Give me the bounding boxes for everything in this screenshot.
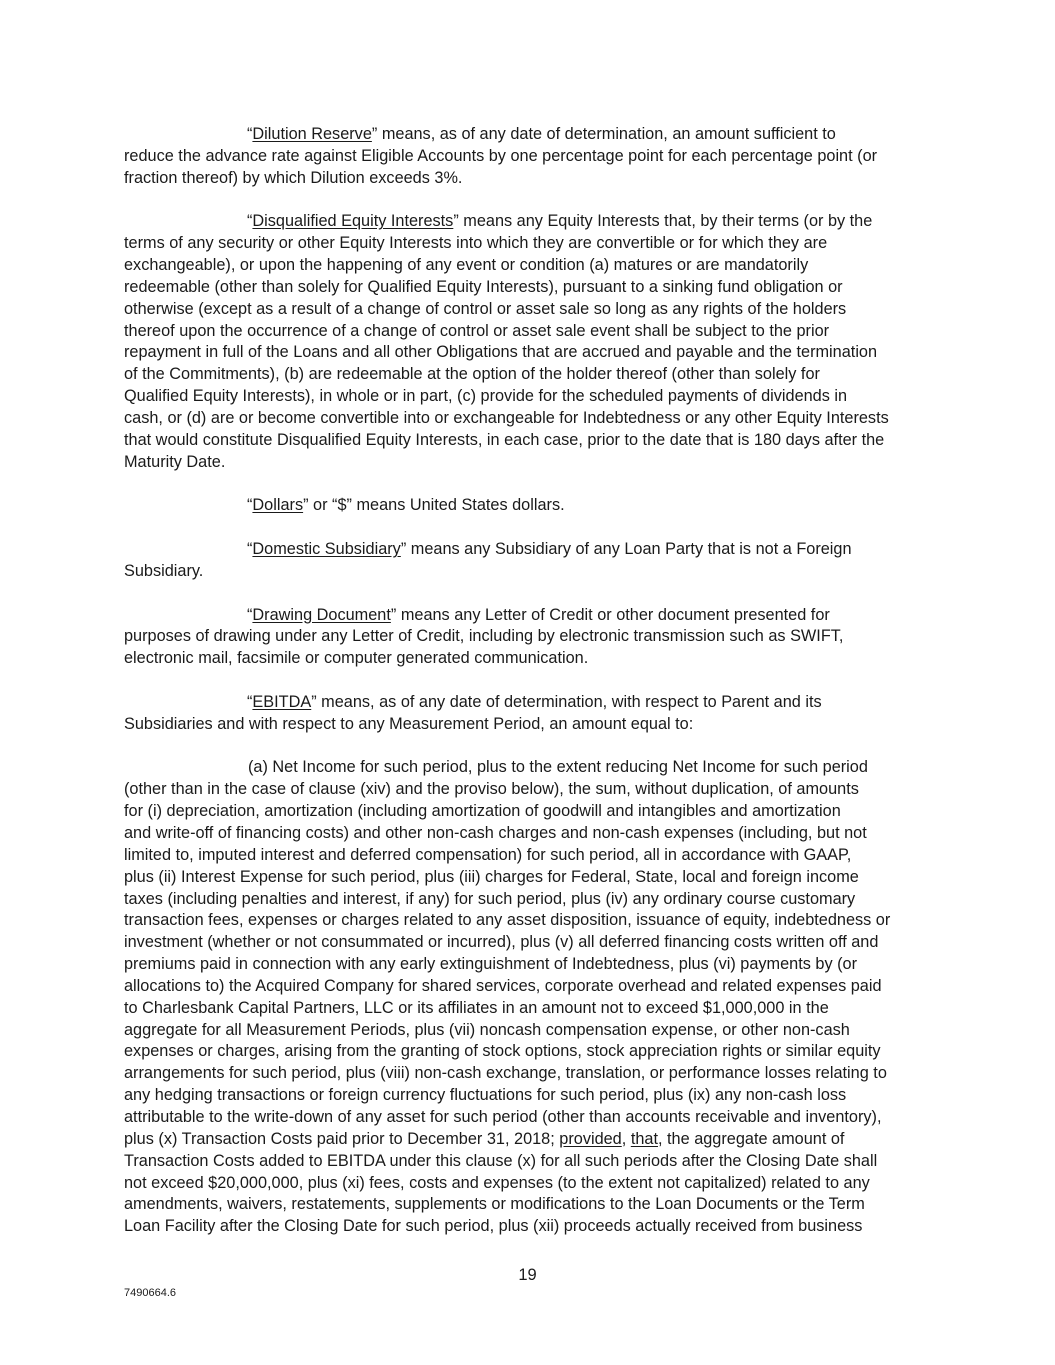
definition-text: ” means, as of any date of determination, an amount sufficient to — [371, 125, 836, 143]
definition-line: that would constitute Disqualified Equity Interests, in each case, prior to the date that is 180 days after the — [124, 430, 885, 449]
definition-text: ” means any Subsidiary of any Loan Party that is not a Foreign — [400, 540, 852, 559]
definition-text: ” means, as of any date of determination, with respect to Parent and its — [311, 692, 822, 711]
definition-line: otherwise (except as a result of a change of control or asset sale so long as any rights of the holders — [124, 299, 847, 318]
clause-line: allocations to) the Acquired Company for shared services, corporate overhead and related expenses paid — [124, 976, 882, 995]
clause-line: limited to, imputed interest and deferred compensation) for such period, all in accordance with GAAP, — [124, 845, 852, 864]
open-quote: “ — [247, 540, 253, 559]
clause-line: to Charlesbank Capital Partners, LLC or its affiliates in an amount not to exceed $1,000,000 in the — [124, 998, 829, 1017]
provided-term: provided — [559, 1129, 622, 1148]
clause-line: plus (ii) Interest Expense for such period, plus (iii) charges for Federal, State, local and foreign income — [124, 867, 859, 886]
clause-line: not exceed $20,000,000, plus (xi) fees, costs and expenses (to the extent not capitalized) related to any — [124, 1173, 870, 1192]
definition-first-line — [124, 605, 934, 627]
definition-line: fraction thereof) by which Dilution exceeds 3%. — [124, 168, 463, 187]
provided-line-after: , the aggregate amount of — [657, 1129, 845, 1148]
clause-line: Loan Facility after the Closing Date for such period, plus (xii) proceeds actually received from business — [124, 1217, 863, 1236]
clause-line: investment (whether or not consummated or incurred), plus (v) all deferred financing costs written off and — [124, 933, 879, 952]
open-quote: “ — [247, 605, 253, 624]
defined-term: Domestic Subsidiary — [252, 540, 401, 559]
definition-text: ” means any Equity Interests that, by their terms (or by the — [453, 212, 873, 231]
clause-line: premiums paid in connection with any early extinguishment of Indebtedness, plus (vi) payments by (or — [124, 955, 858, 974]
definition-first-line — [124, 539, 934, 561]
definition-line: repayment in full of the Loans and all other Obligations that are accrued and payable and the termination — [124, 343, 878, 362]
that-term: that — [630, 1129, 658, 1148]
definition-line: Maturity Date. — [124, 452, 226, 471]
provided-line-comma: , — [621, 1129, 631, 1148]
open-quote: “ — [247, 496, 253, 515]
clause-line: and write-off of financing costs) and other non-cash charges and non-cash expenses (including, but not — [124, 824, 867, 842]
open-quote: “ — [247, 212, 253, 231]
ebitda-clause-a — [124, 757, 934, 1238]
defined-term: Disqualified Equity Interests — [252, 212, 454, 231]
definition-line: thereof upon the occurrence of a change of control or asset sale event shall be subject to the prior — [124, 321, 830, 340]
open-quote: “ — [247, 125, 253, 143]
clause-line: attributable to the write-down of any asset for such period (other than accounts receivable and inventory), — [124, 1107, 882, 1126]
definition-text: ” means any Letter of Credit or other document presented for — [390, 605, 830, 624]
clause-provided-line — [124, 1129, 934, 1151]
defined-term: Dollars — [252, 496, 304, 515]
clause-line: Transaction Costs added to EBITDA under this clause (x) for all such periods after the Closing Date shall — [124, 1151, 878, 1170]
clause-line: expenses or charges, arising from the granting of stock options, stock appreciation rights or similar equity — [124, 1042, 881, 1061]
clause-line: arrangements for such period, plus (viii) non-cash exchange, translation, or performance losses relating to — [124, 1064, 887, 1083]
clause-line: taxes (including penalties and interest, if any) for such period, plus (iv) any ordinary course customary — [124, 889, 856, 908]
definition-line: redeemable (other than solely for Qualified Equity Interests), pursuant to a sinking fund obligation or — [124, 277, 843, 296]
definition-first-line — [124, 692, 934, 714]
definition-domestic-subsidiary — [124, 539, 934, 583]
definition-line: reduce the advance rate against Eligible Accounts by one percentage point for each percentage point (or — [124, 146, 878, 165]
definition-disqualified-equity-interests — [124, 211, 934, 473]
clause-line: (other than in the case of clause (xiv) and the proviso below), the sum, without duplication, of amounts — [124, 780, 859, 799]
definition-dilution-reserve — [124, 124, 934, 190]
provided-line-before: plus (x) Transaction Costs paid prior to December 31, 2018; — [124, 1129, 560, 1148]
definition-line: cash, or (d) are or become convertible into or exchangeable for Indebtedness or any other Equity Interests — [124, 408, 889, 427]
defined-term: Drawing Document — [252, 605, 391, 624]
document-body — [124, 124, 934, 1260]
definition-text: ” or “$” means United States dollars. — [303, 496, 565, 515]
definition-line: terms of any security or other Equity Interests into which they are convertible or for which they are — [124, 234, 828, 253]
definition-first-line — [124, 211, 934, 233]
clause-line: amendments, waivers, restatements, supplements or modifications to the Loan Documents or the Term — [124, 1195, 865, 1214]
definition-first-line — [124, 124, 934, 146]
definition-dollars — [124, 495, 934, 517]
definition-line: electronic mail, facsimile or computer generated communication. — [124, 649, 589, 668]
definition-line: Subsidiaries and with respect to any Measurement Period, an amount equal to: — [124, 714, 694, 733]
open-quote: “ — [247, 692, 253, 711]
document-id: 7490664.6 — [124, 1287, 176, 1299]
page-number: 19 — [518, 1266, 537, 1284]
clause-line: aggregate for all Measurement Periods, plus (vii) noncash compensation expense, or other non-cash — [124, 1020, 850, 1039]
defined-term: EBITDA — [252, 692, 312, 711]
definition-line: purposes of drawing under any Letter of Credit, including by electronic transmission such as SWIFT, — [124, 627, 844, 646]
definition-drawing-document — [124, 605, 934, 671]
clause-line: for (i) depreciation, amortization (including amortization of goodwill and intangibles and amortization — [124, 802, 841, 821]
definition-first-line — [124, 495, 934, 517]
clause-first-line: (a) Net Income for such period, plus to the extent reducing Net Income for such period — [248, 758, 868, 777]
definition-line: Subsidiary. — [124, 561, 204, 580]
definition-line: of the Commitments), (b) are redeemable at the option of the holder thereof (other than solely for — [124, 365, 820, 384]
defined-term: Dilution Reserve — [252, 125, 372, 143]
definition-line: Qualified Equity Interests), in whole or in part, (c) provide for the scheduled payments of dividends in — [124, 387, 848, 406]
clause-line: transaction fees, expenses or charges related to any asset disposition, issuance of equity, indebtedness or — [124, 911, 891, 930]
definition-line: exchangeable), or upon the happening of any event or condition (a) matures or are mandatorily — [124, 256, 809, 275]
clause-line: any hedging transactions or foreign currency fluctuations for such period, plus (ix) any non-cash loss — [124, 1086, 847, 1105]
definition-ebitda — [124, 692, 934, 736]
